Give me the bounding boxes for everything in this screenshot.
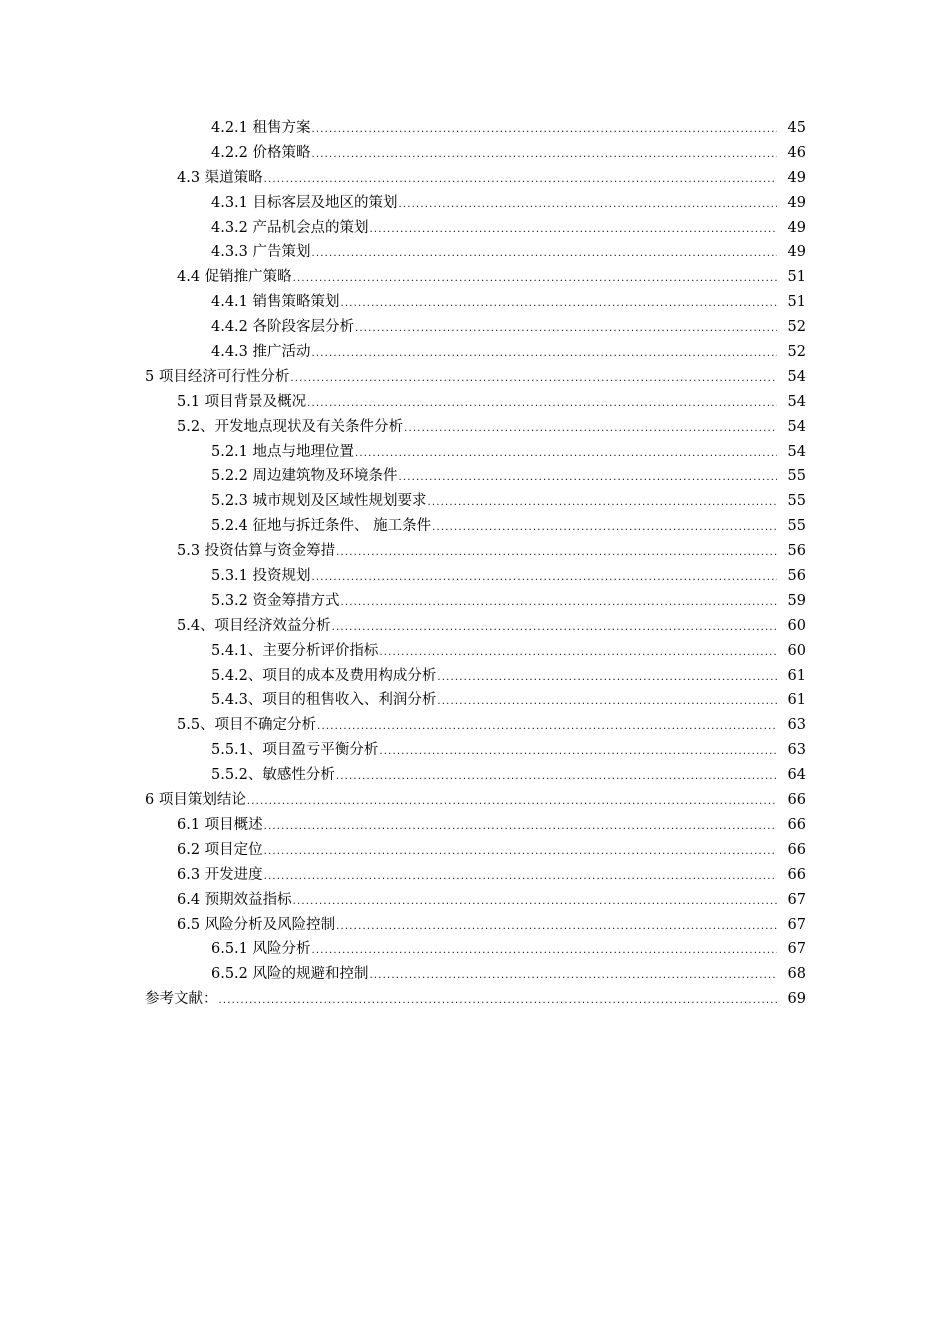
toc-entry-label: 4.2.2 价格策略 bbox=[211, 144, 311, 161]
toc-entry-label: 参考文献： bbox=[145, 991, 218, 1008]
toc-entry[interactable] bbox=[0, 390, 950, 415]
toc-entry[interactable] bbox=[0, 937, 950, 962]
toc-entry-label: 5.4.2、项目的成本及费用构成分析 bbox=[211, 667, 437, 684]
toc-entry[interactable] bbox=[0, 788, 950, 813]
toc-entry-label: 5.2.2 周边建筑物及环境条件 bbox=[211, 468, 398, 485]
toc-entry-page-number: 56 bbox=[787, 568, 806, 585]
toc-entry-page-number: 54 bbox=[787, 393, 806, 410]
toc-entry-page-number: 46 bbox=[787, 144, 806, 161]
toc-entry-label: 4.4.3 推广活动 bbox=[211, 344, 311, 361]
toc-entry-label: 5 项目经济可行性分析 bbox=[145, 368, 290, 385]
toc-entry-label: 5.4、项目经济效益分析 bbox=[177, 617, 331, 634]
toc-entry[interactable] bbox=[0, 489, 950, 514]
toc-entry[interactable] bbox=[0, 564, 950, 589]
toc-entry[interactable] bbox=[0, 116, 950, 141]
toc-entry-label: 5.4.3、项目的租售收入、利润分析 bbox=[211, 692, 437, 709]
toc-entry-page-number: 54 bbox=[787, 418, 806, 435]
toc-entry-label: 6.5.1 风险分析 bbox=[211, 941, 311, 958]
dot-leader bbox=[317, 715, 777, 740]
dot-leader bbox=[379, 641, 777, 666]
toc-entry[interactable] bbox=[0, 763, 950, 788]
toc-entry-label: 4.3.3 广告策划 bbox=[211, 244, 311, 261]
toc-entry-page-number: 61 bbox=[787, 667, 806, 684]
dot-leader bbox=[264, 168, 777, 193]
toc-entry-label: 5.5.1、项目盈亏平衡分析 bbox=[211, 742, 379, 759]
dot-leader bbox=[399, 466, 777, 491]
dot-leader bbox=[370, 964, 777, 989]
dot-leader bbox=[332, 616, 777, 641]
toc-entry-label: 6.3 开发进度 bbox=[177, 866, 263, 883]
toc-entry[interactable] bbox=[0, 614, 950, 639]
toc-entry-label: 4.4.1 销售策略策划 bbox=[211, 294, 340, 311]
toc-entry[interactable] bbox=[0, 265, 950, 290]
toc-entry-label: 6.4 预期效益指标 bbox=[177, 891, 292, 908]
toc-entry-label: 4.4 促销推广策略 bbox=[177, 269, 292, 286]
toc-entry-page-number: 52 bbox=[787, 319, 806, 336]
toc-entry[interactable] bbox=[0, 888, 950, 913]
toc-entry[interactable] bbox=[0, 639, 950, 664]
toc-entry[interactable] bbox=[0, 340, 950, 365]
toc-entry-page-number: 66 bbox=[787, 792, 806, 809]
toc-entry-label: 6.5 风险分析及风险控制 bbox=[177, 916, 336, 933]
toc-entry-page-number: 56 bbox=[787, 543, 806, 560]
dot-leader bbox=[264, 865, 777, 890]
toc-entry[interactable] bbox=[0, 365, 950, 390]
toc-entry-label: 6.1 项目概述 bbox=[177, 816, 263, 833]
dot-leader bbox=[264, 815, 777, 840]
toc-entry[interactable] bbox=[0, 838, 950, 863]
dot-leader bbox=[341, 591, 777, 616]
toc-entry-label: 6.5.2 风险的规避和控制 bbox=[211, 966, 369, 983]
toc-entry[interactable] bbox=[0, 514, 950, 539]
toc-entry-page-number: 49 bbox=[787, 169, 806, 186]
toc-entry[interactable] bbox=[0, 664, 950, 689]
toc-entry-label: 5.2.4 征地与拆迁条件、 施工条件 bbox=[211, 518, 432, 535]
dot-leader bbox=[312, 143, 777, 168]
toc-entry-page-number: 51 bbox=[787, 269, 806, 286]
dot-leader bbox=[355, 442, 777, 467]
toc-entry[interactable] bbox=[0, 290, 950, 315]
dot-leader bbox=[336, 765, 777, 790]
toc-entry-label: 4.3 渠道策略 bbox=[177, 169, 263, 186]
toc-entry[interactable] bbox=[0, 240, 950, 265]
toc-entry-page-number: 66 bbox=[787, 866, 806, 883]
toc-entry-page-number: 49 bbox=[787, 244, 806, 261]
dot-leader bbox=[437, 690, 777, 715]
toc-entry[interactable] bbox=[0, 191, 950, 216]
toc-entry[interactable] bbox=[0, 688, 950, 713]
toc-entry[interactable] bbox=[0, 962, 950, 987]
toc-entry[interactable] bbox=[0, 539, 950, 564]
toc-entry-page-number: 51 bbox=[787, 294, 806, 311]
toc-entry[interactable] bbox=[0, 216, 950, 241]
toc-entry-label: 4.4.2 各阶段客层分析 bbox=[211, 319, 355, 336]
toc-entry-page-number: 45 bbox=[787, 120, 806, 136]
dot-leader bbox=[247, 790, 777, 815]
toc-entry[interactable] bbox=[0, 166, 950, 191]
toc-entry-page-number: 63 bbox=[787, 742, 806, 759]
toc-entry-page-number: 60 bbox=[787, 642, 806, 659]
toc-entry-label: 5.4.1、主要分析评价指标 bbox=[211, 642, 379, 659]
toc-entry-page-number: 66 bbox=[787, 816, 806, 833]
dot-leader bbox=[307, 392, 777, 417]
toc-entry-page-number: 54 bbox=[787, 368, 806, 385]
toc-entry-label: 5.3 投资估算与资金筹措 bbox=[177, 543, 336, 560]
toc-entry[interactable] bbox=[0, 141, 950, 166]
toc-entry-label: 4.3.1 目标客层及地区的策划 bbox=[211, 194, 398, 211]
toc-entry-label: 4.2.1 租售方案 bbox=[211, 120, 311, 136]
toc-entry-page-number: 69 bbox=[787, 991, 806, 1008]
toc-entry-page-number: 67 bbox=[787, 891, 806, 908]
dot-leader bbox=[312, 566, 777, 591]
dot-leader bbox=[404, 417, 777, 442]
dot-leader bbox=[290, 367, 777, 392]
toc-entry-label: 4.3.2 产品机会点的策划 bbox=[211, 219, 369, 236]
toc-entry-page-number: 68 bbox=[787, 966, 806, 983]
dot-leader bbox=[312, 939, 777, 964]
dot-leader bbox=[312, 242, 777, 267]
toc-entry-label: 6.2 项目定位 bbox=[177, 841, 263, 858]
toc-entry-page-number: 64 bbox=[787, 767, 806, 784]
toc-entry-page-number: 55 bbox=[787, 518, 806, 535]
toc-entry-label: 5.3.1 投资规划 bbox=[211, 568, 311, 585]
toc-entry[interactable] bbox=[0, 913, 950, 938]
toc-entry-label: 5.5.2、敏感性分析 bbox=[211, 767, 335, 784]
toc-entry-label: 5.1 项目背景及概况 bbox=[177, 393, 307, 410]
toc-entry-page-number: 67 bbox=[787, 916, 806, 933]
toc-entry-page-number: 59 bbox=[787, 592, 806, 609]
toc-entry[interactable] bbox=[0, 315, 950, 340]
toc-entry-page-number: 61 bbox=[787, 692, 806, 709]
toc-entry[interactable] bbox=[0, 415, 950, 440]
dot-leader bbox=[399, 193, 777, 218]
toc-entry[interactable] bbox=[0, 738, 950, 763]
toc-entry[interactable] bbox=[0, 813, 950, 838]
toc-entry-page-number: 55 bbox=[787, 493, 806, 510]
toc-entry-label: 5.2.1 地点与地理位置 bbox=[211, 443, 355, 460]
dot-leader bbox=[370, 218, 777, 243]
dot-leader bbox=[355, 317, 777, 342]
toc-entry-page-number: 60 bbox=[787, 617, 806, 634]
dot-leader bbox=[264, 840, 777, 865]
toc-entry-page-number: 49 bbox=[787, 219, 806, 236]
toc-entry-label: 5.2.3 城市规划及区域性规划要求 bbox=[211, 493, 427, 510]
toc-entry[interactable] bbox=[0, 987, 950, 1012]
dot-leader bbox=[432, 516, 777, 541]
toc-entry-page-number: 49 bbox=[787, 194, 806, 211]
dot-leader bbox=[293, 890, 777, 915]
dot-leader bbox=[428, 491, 777, 516]
toc-entry-page-number: 63 bbox=[787, 717, 806, 734]
toc-entry-label: 6 项目策划结论 bbox=[145, 792, 246, 809]
toc-entry-label: 5.3.2 资金筹措方式 bbox=[211, 592, 340, 609]
toc-entry-page-number: 54 bbox=[787, 443, 806, 460]
dot-leader bbox=[312, 118, 777, 143]
toc-entry-label: 5.2、开发地点现状及有关条件分析 bbox=[177, 418, 404, 435]
toc-entry[interactable] bbox=[0, 863, 950, 888]
dot-leader bbox=[312, 342, 777, 367]
toc-entry-page-number: 67 bbox=[787, 941, 806, 958]
toc-entry-page-number: 52 bbox=[787, 344, 806, 361]
toc-entry[interactable] bbox=[0, 464, 950, 489]
dot-leader bbox=[437, 666, 777, 691]
toc-entry[interactable] bbox=[0, 440, 950, 465]
table-of-contents bbox=[0, 116, 950, 1012]
toc-entry-label: 5.5、项目不确定分析 bbox=[177, 717, 317, 734]
dot-leader bbox=[336, 915, 777, 940]
dot-leader bbox=[379, 740, 777, 765]
dot-leader bbox=[219, 989, 778, 1014]
toc-entry-page-number: 66 bbox=[787, 841, 806, 858]
dot-leader bbox=[341, 292, 777, 317]
dot-leader bbox=[293, 267, 777, 292]
dot-leader bbox=[336, 541, 777, 566]
toc-entry[interactable] bbox=[0, 589, 950, 614]
toc-entry-page-number: 55 bbox=[787, 468, 806, 485]
toc-entry[interactable] bbox=[0, 713, 950, 738]
